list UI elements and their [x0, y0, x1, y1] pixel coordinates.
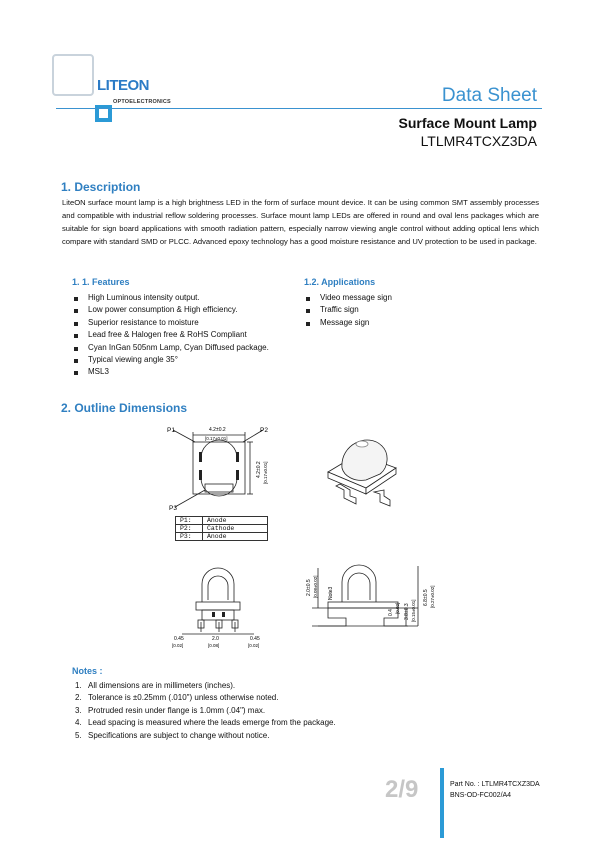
list-item: Lead free & Halogen free & RoHS Compliant [72, 329, 269, 341]
logo-text: LITEON [97, 77, 149, 94]
pin-label-p3: P3 [169, 505, 177, 512]
list-item: Cyan InGan 505nm Lamp, Cyan Diffused package. [72, 342, 269, 354]
list-item: 2. Tolerance is ±0.25mm (.010") unless otherwise noted. [75, 693, 279, 703]
dim-top: 4.2±0.2 [209, 427, 226, 433]
dim-c-in: [0.02] [248, 643, 260, 648]
table-row: P3: Anode [176, 533, 268, 541]
dim-h4-in: [0.27±0.02] [430, 585, 435, 608]
product-subtitle: Surface Mount Lamp [398, 115, 537, 131]
page-number: 2/9 [385, 776, 419, 803]
outline-heading: 2. Outline Dimensions [61, 401, 188, 415]
list-item: 1. All dimensions are in millimeters (inches). [75, 681, 236, 690]
footer-info [450, 779, 540, 801]
applications-list [304, 292, 392, 329]
dim-h2: 0.4 [388, 609, 394, 616]
dim-top-in: [0.17±0.01] [205, 436, 228, 441]
side-view-drawing [298, 556, 448, 636]
notes-heading: Notes : [72, 666, 103, 676]
features-list [72, 292, 269, 379]
footer-bar [440, 768, 444, 838]
applications-heading: 1.2. Applications [304, 277, 376, 287]
pin-table [175, 516, 268, 541]
dim-h3: 3.8±0.3 [404, 603, 410, 620]
dim-h1: 2.0±0.5 [306, 579, 312, 596]
dim-h1-in: [0.08±0.02] [313, 575, 318, 598]
dim-note: Note3 [328, 586, 334, 600]
header-rule [56, 108, 542, 109]
dim-a: 0.45 [174, 636, 184, 642]
table-row: P2: Cathode [176, 525, 268, 533]
dim-h2-in: [0.02] [395, 602, 400, 614]
doc-type-title: Data Sheet [441, 85, 537, 106]
logo-frame [52, 54, 94, 96]
list-item: 3. Protruded resin under flange is 1.0mm (.04") max. [75, 705, 266, 715]
list-item: Message sign [304, 317, 392, 329]
product-part-number: LTLMR4TCXZ3DA [420, 133, 537, 149]
dim-h3-in: [0.15±0.01] [411, 599, 416, 622]
dim-b-in: [0.08] [208, 643, 220, 648]
list-item: 4. Lead spacing is measured where the leads emerge from the package. [75, 718, 336, 728]
front-view-drawing [168, 560, 268, 652]
pin-label-p1: P1 [167, 427, 175, 434]
list-item: Video message sign [304, 292, 392, 304]
list-item: 5. Specifications are subject to change without notice. [75, 730, 270, 740]
pin-label-p2: P2 [260, 427, 268, 434]
top-view-drawing [165, 420, 275, 515]
description-text: LiteON surface mount lamp is a high brightness LED in the form of surface mount device. It can be using common SMT assembly processes and compatible with industrial reflow soldering processes. Surface mount lamp LEDs are offered in round and oval lens packages which are suitable for sign board applications with smooth radiation pattern, especially narrow viewing angle control without adding optical lens which compare with standard SMD or PLCC. Advanced epoxy technology has a good moisture resistance and UV protection to be used in package. [62, 198, 539, 246]
dim-a-in: [0.02] [172, 643, 184, 648]
list-item: Low power consumption & High efficiency. [72, 304, 269, 316]
dim-c: 0.45 [250, 636, 260, 642]
logo-subtext: OPTOELECTRONICS [113, 99, 171, 105]
footer-doc-code: BNS-OD-FC002/A4 [450, 792, 512, 799]
list-item: High Luminous intensity output. [72, 292, 269, 304]
list-item: Superior resistance to moisture [72, 317, 269, 329]
description-heading: 1. Description [61, 180, 141, 194]
notes-list [75, 680, 336, 742]
perspective-drawing [318, 432, 408, 512]
list-item: Typical viewing angle 35° [72, 354, 269, 366]
dim-b: 2.0 [212, 636, 219, 642]
features-heading: 1. 1. Features [72, 277, 130, 287]
dim-side: 4.2±0.2 [256, 461, 262, 478]
table-row: P1: Anode [176, 517, 268, 525]
dim-side-in: [0.17±0.01] [263, 461, 268, 484]
footer-part-no: Part No. : LTLMR4TCXZ3DA [450, 781, 540, 788]
dim-h4: 6.8±0.5 [423, 589, 429, 606]
list-item: Traffic sign [304, 304, 392, 316]
list-item: MSL3 [72, 366, 269, 378]
